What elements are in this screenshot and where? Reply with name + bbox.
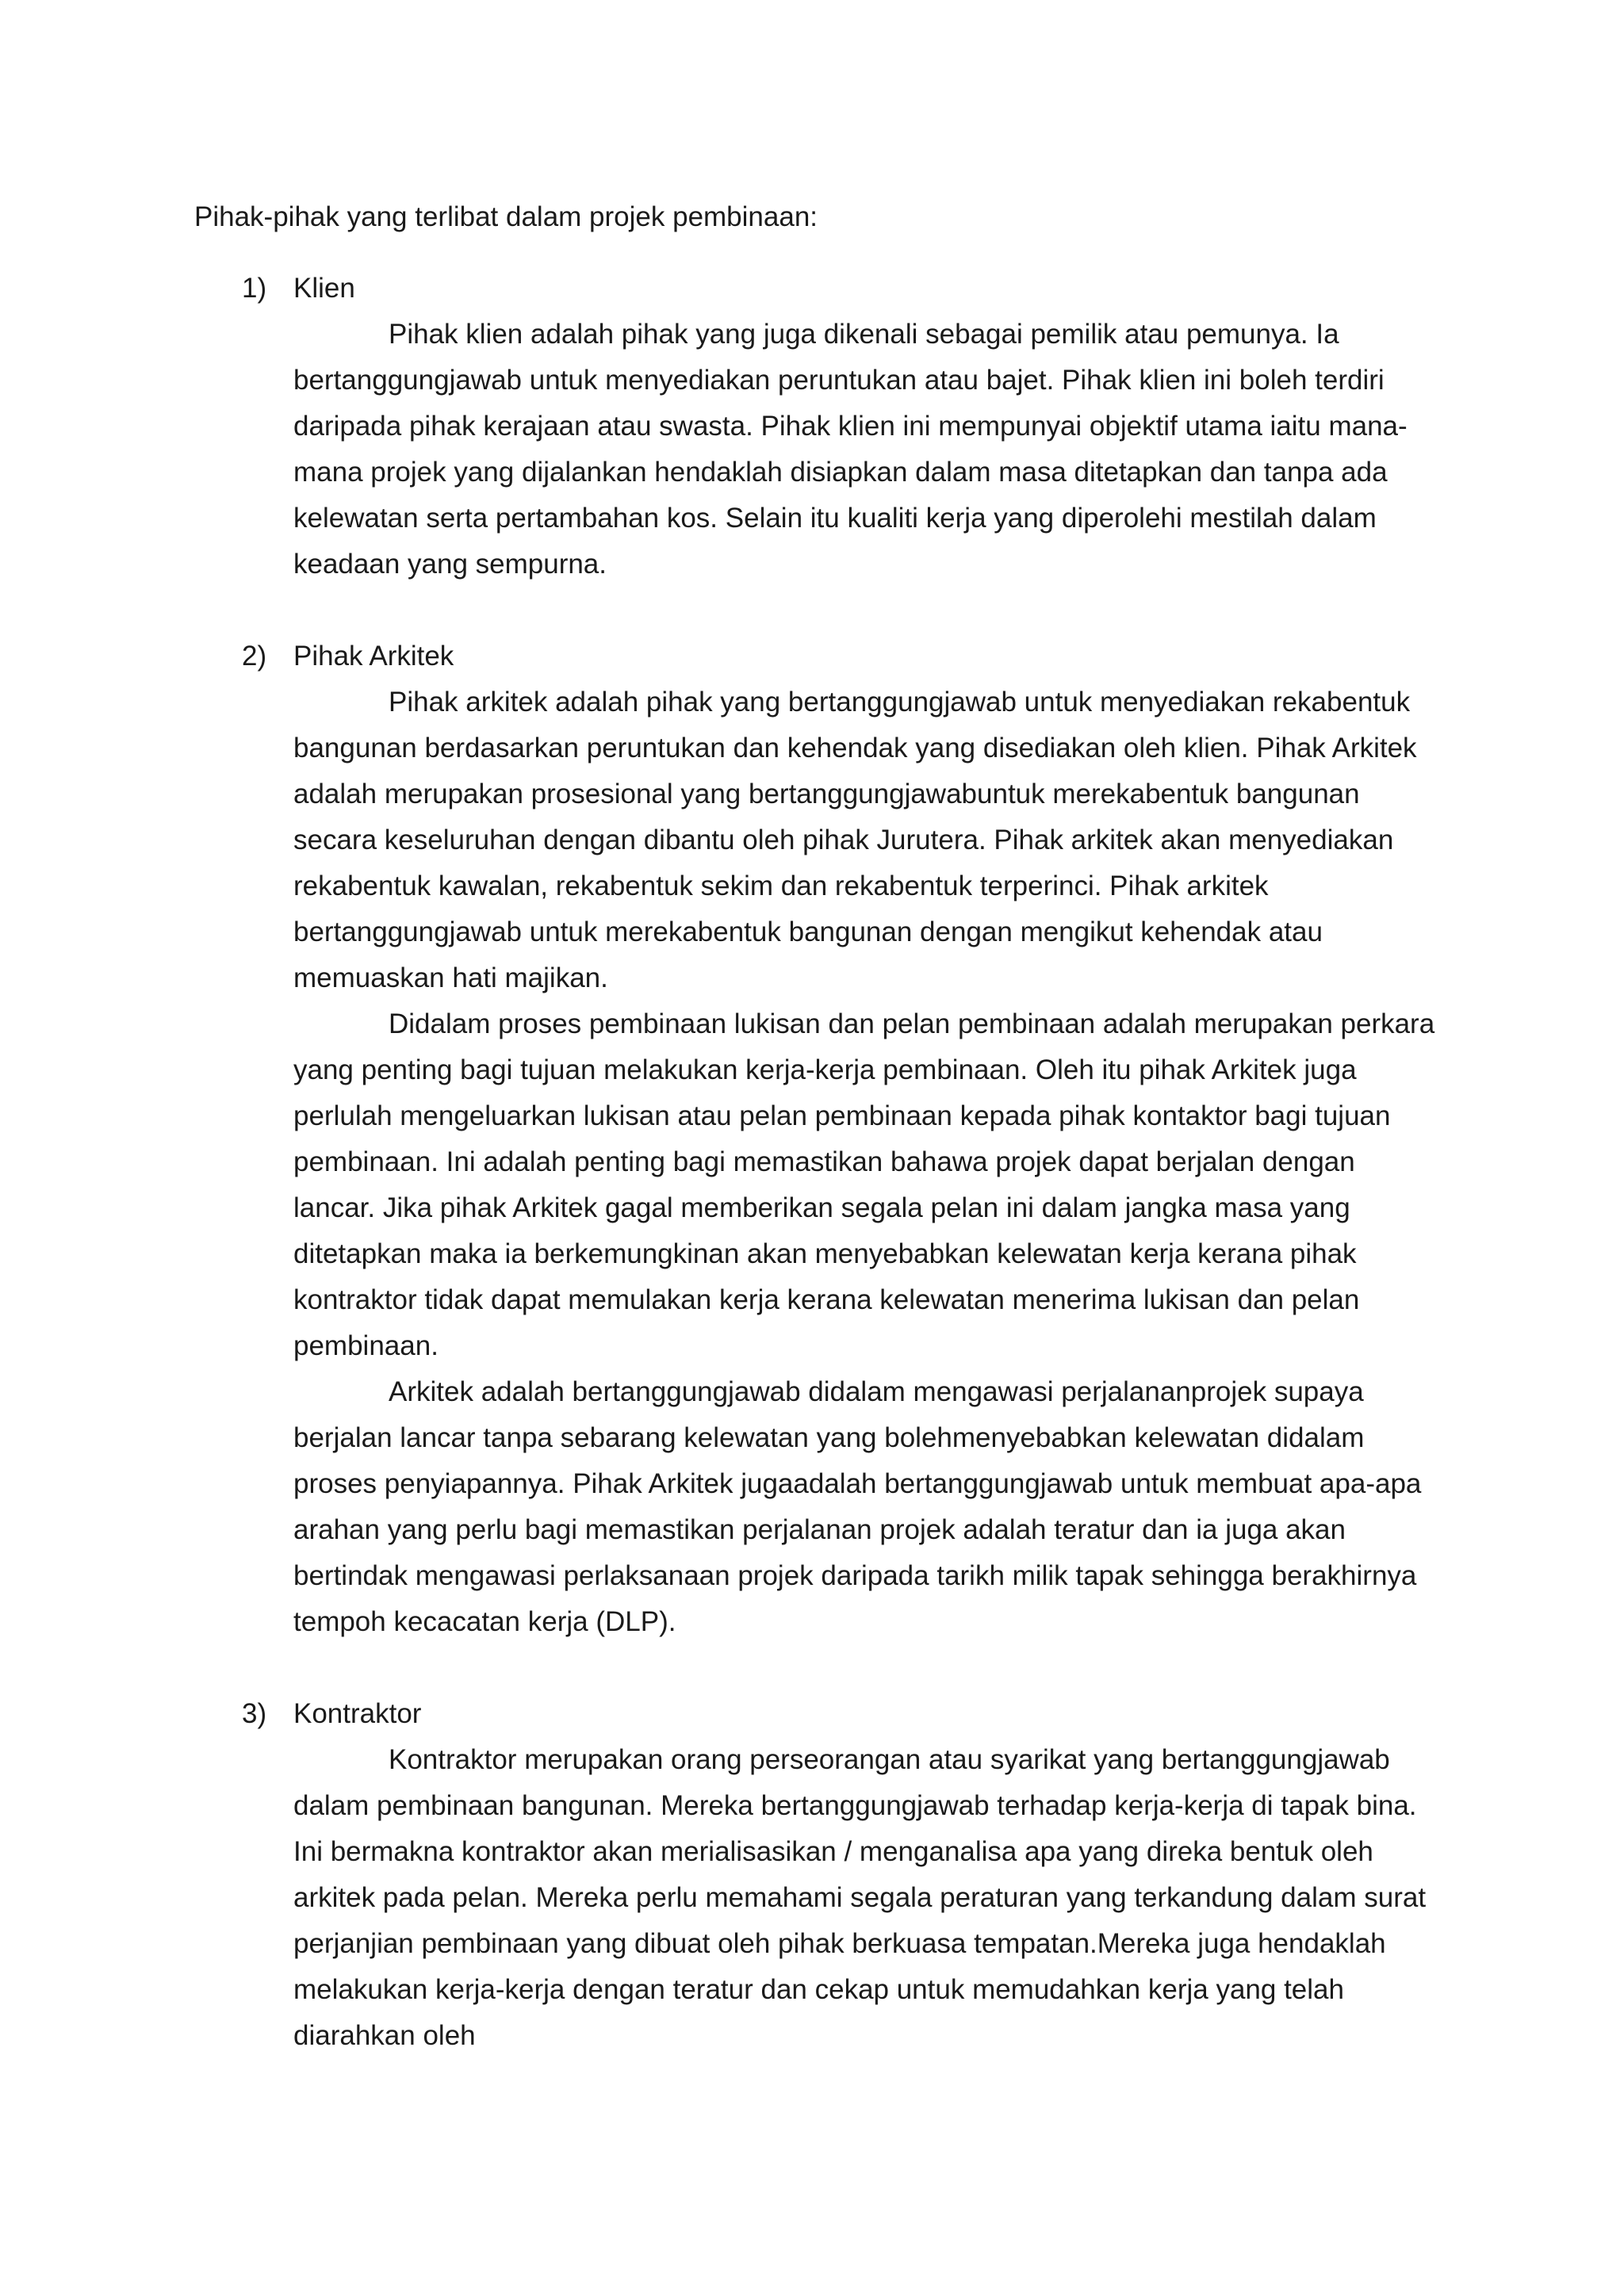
paragraph: Arkitek adalah bertanggungjawab didalam mengawasi perjalananprojek supaya berjalan lancar tanpa sebarang kelewatan yang bolehmenyebabkan kelewatan didalam proses penyiapannya. Pihak Arkitek jugaadalah bertanggungjawab untuk membuat apa-apa arahan yang perlu bagi memastikan perjalanan projek adalah teratur dan ia juga akan bertindak mengawasi perlaksanaan projek daripada tarikh milik tapak sehingga berakhirnya tempoh kecacatan kerja (DLP). <box>293 1376 1422 1637</box>
item-number: 1) <box>242 273 267 304</box>
item-title: Klien <box>293 273 355 304</box>
paragraph: Didalam proses pembinaan lukisan dan pelan pembinaan adalah merupakan perkara yang penting bagi tujuan melakukan kerja-kerja pembinaan. Oleh itu pihak Arkitek juga perlulah mengeluarkan lukisan atau pelan pembinaan kepada pihak kontaktor bagi tujuan pembinaan. Ini adalah penting bagi memastikan bahawa projek dapat berjalan dengan lancar. Jika pihak Arkitek gagal memberikan segala pelan ini dalam jangka masa yang ditetapkan maka ia berkemungkinan akan menyebabkan kelewatan kerja kerana pihak kontraktor tidak dapat memulakan kerja kerana kelewatan menerima lukisan dan pelan pembinaan. <box>293 1008 1435 1361</box>
intro-heading: Pihak-pihak yang terlibat dalam projek pembinaan: <box>194 201 818 232</box>
list-item-kontraktor <box>194 1691 1439 2059</box>
parties-list <box>194 266 1439 2105</box>
paragraph: Pihak klien adalah pihak yang juga dikenali sebagai pemilik atau pemunya. Ia bertanggungjawab untuk menyediakan peruntukan atau bajet. Pihak klien ini boleh terdiri daripada pihak kerajaan atau swasta. Pihak klien ini mempunyai objektif utama iaitu mana-mana projek yang dijalankan hendaklah disiapkan dalam masa ditetapkan dan tanpa ada kelewatan serta pertambahan kos. Selain itu kualiti kerja yang diperolehi mestilah dalam keadaan yang sempurna. <box>293 319 1408 580</box>
paragraph: Kontraktor merupakan orang perseorangan atau syarikat yang bertanggungjawab dalam pembinaan bangunan. Mereka bertanggungjawab terhadap kerja-kerja di tapak bina. Ini bermakna kontraktor akan merialisasikan / menganalisa apa yang direka bentuk oleh arkitek pada pelan. Mereka perlu memahami segala peraturan yang terkandung dalam surat perjanjian pembinaan yang dibuat oleh pihak berkuasa tempatan.Mereka juga hendaklah melakukan kerja-kerja dengan teratur dan cekap untuk memudahkan kerja yang telah diarahkan oleh <box>293 1744 1427 2051</box>
list-item-klien <box>194 266 1439 587</box>
item-title: Pihak Arkitek <box>293 641 454 672</box>
item-number: 2) <box>242 641 267 672</box>
paragraph: Pihak arkitek adalah pihak yang bertanggungjawab untuk menyediakan rekabentuk bangunan berdasarkan peruntukan dan kehendak yang disediakan oleh klien. Pihak Arkitek adalah merupakan prosesional yang bertanggungjawabuntuk merekabentuk bangunan secara keseluruhan dengan dibantu oleh pihak Jurutera. Pihak arkitek akan menyediakan rekabentuk kawalan, rekabentuk sekim dan rekabentuk terperinci. Pihak arkitek bertanggungjawab untuk merekabentuk bangunan dengan mengikut kehendak atau memuaskan hati majikan. <box>293 687 1417 993</box>
list-item-pihak-arkitek <box>194 633 1439 1645</box>
item-title: Kontraktor <box>293 1698 422 1729</box>
item-number: 3) <box>242 1698 267 1729</box>
